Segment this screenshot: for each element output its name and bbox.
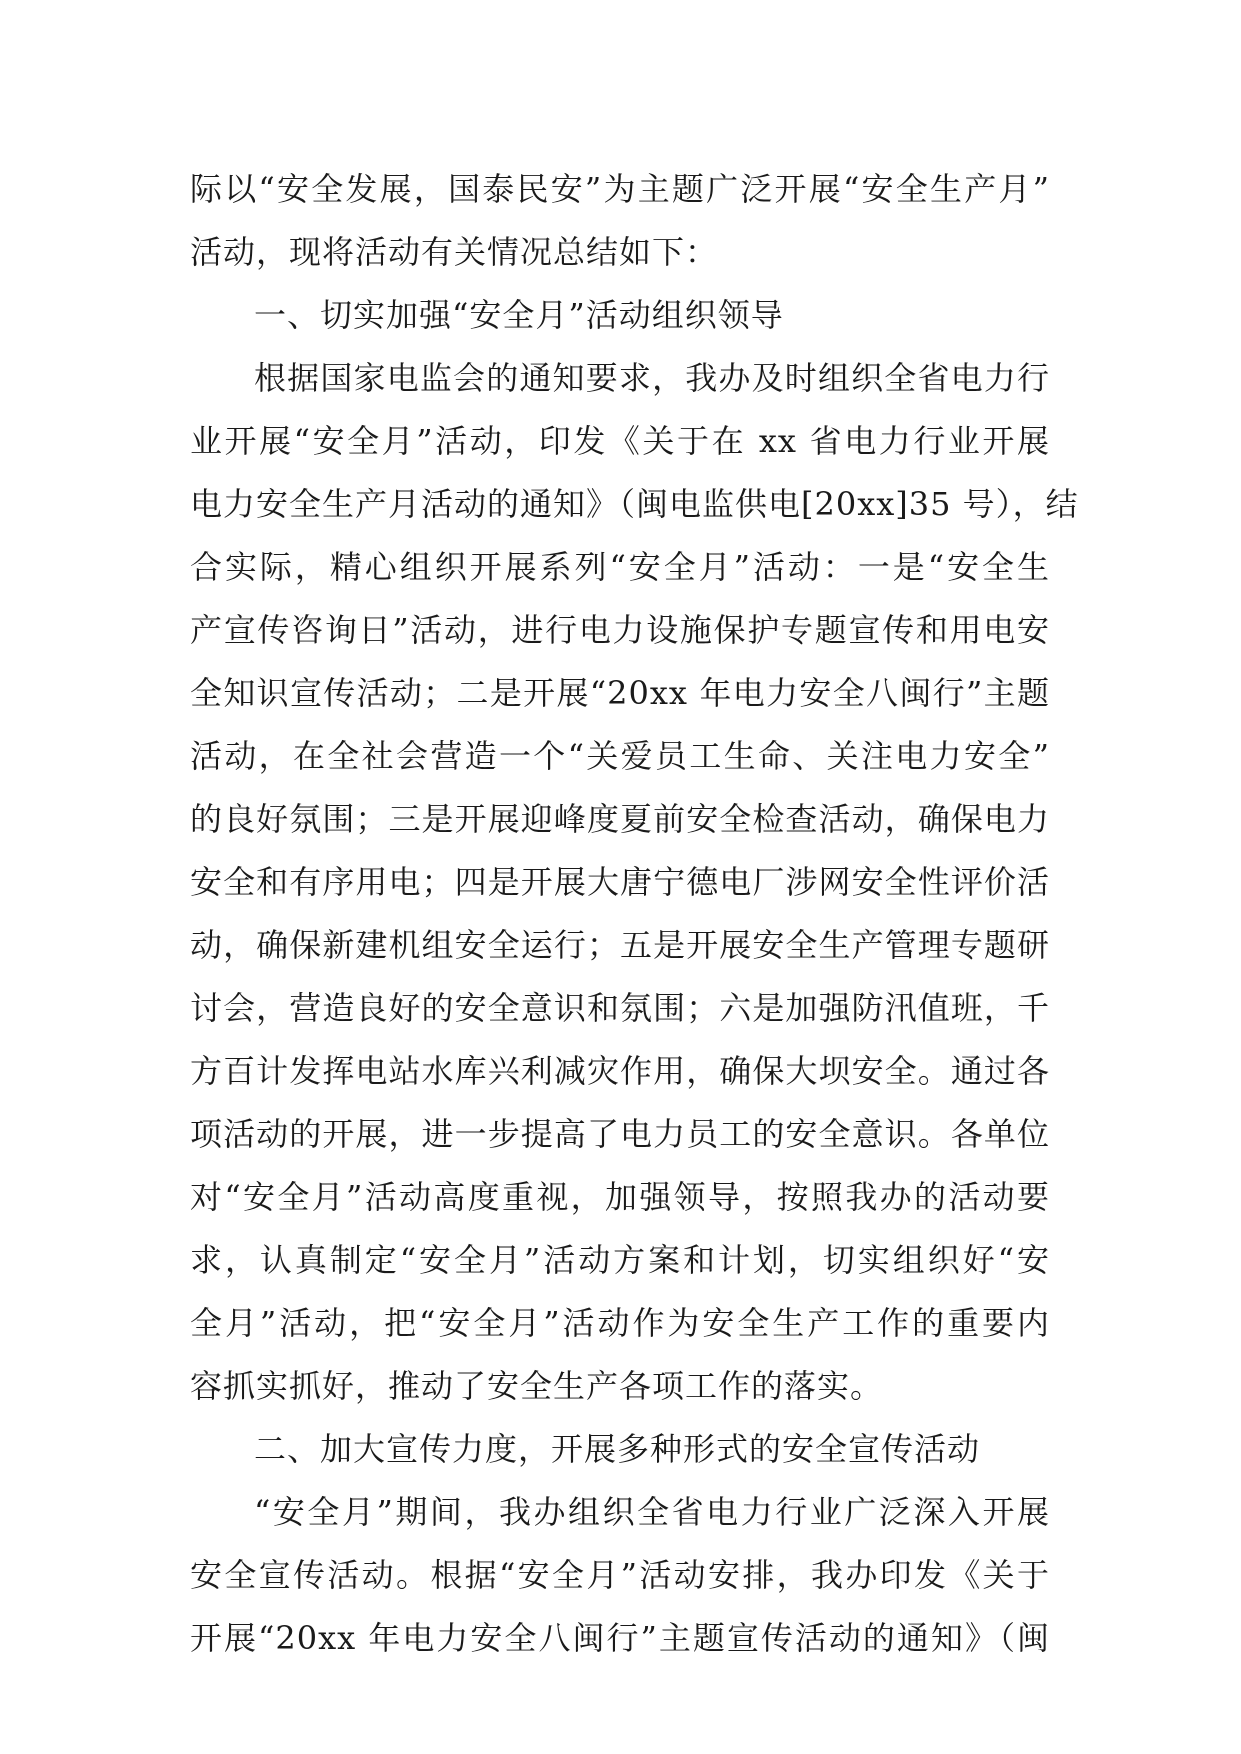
text-line: 安全宣传活动。根据“安全月”活动安排，我办印发《关于 — [190, 1556, 1050, 1594]
text-line: 根据国家电监会的通知要求，我办及时组织全省电力行 — [254, 359, 1050, 397]
section-heading-2: 二、加大宣传力度，开展多种形式的安全宣传活动 — [254, 1430, 981, 1468]
text-line: 安全和有序用电；四是开展大唐宁德电厂涉网安全性评价活 — [190, 863, 1050, 901]
text-line: 的良好氛围；三是开展迎峰度夏前安全检查活动，确保电力 — [190, 800, 1050, 838]
text-line: 对“安全月”活动高度重视，加强领导，按照我办的活动要 — [190, 1178, 1050, 1216]
text-line: 求，认真制定“安全月”活动方案和计划，切实组织好“安 — [190, 1241, 1050, 1279]
text-line: 项活动的开展，进一步提高了电力员工的安全意识。各单位 — [190, 1115, 1050, 1153]
text-line: 活动，现将活动有关情况总结如下： — [190, 233, 719, 271]
text-line: 活动，在全社会营造一个“关爱员工生命、关注电力安全” — [190, 737, 1050, 775]
document-body — [190, 158, 1079, 1670]
text-line: 动，确保新建机组安全运行；五是开展安全生产管理专题研 — [190, 926, 1050, 964]
section-heading-1: 一、切实加强“安全月”活动组织领导 — [254, 296, 784, 334]
text-line: 开展“20xx 年电力安全八闽行”主题宣传活动的通知》（闽 — [190, 1619, 1050, 1657]
text-line: 业开展“安全月”活动，印发《关于在 xx 省电力行业开展 — [190, 422, 1050, 460]
text-line: 容抓实抓好，推动了安全生产各项工作的落实。 — [190, 1367, 884, 1405]
text-line: 际以“安全发展，国泰民安”为主题广泛开展“安全生产月” — [190, 170, 1050, 208]
text-line: 合实际，精心组织开展系列“安全月”活动：一是“安全生 — [190, 548, 1050, 586]
text-line: 全知识宣传活动；二是开展“20xx 年电力安全八闽行”主题 — [190, 674, 1050, 712]
text-line: 电力安全生产月活动的通知》（闽电监供电[20xx]35 号），结 — [190, 485, 1079, 523]
text-line: “安全月”期间，我办组织全省电力行业广泛深入开展 — [254, 1493, 1050, 1531]
text-line: 讨会，营造良好的安全意识和氛围；六是加强防汛值班，千 — [190, 989, 1050, 1027]
text-line: 全月”活动，把“安全月”活动作为安全生产工作的重要内 — [190, 1304, 1050, 1342]
text-line: 产宣传咨询日”活动，进行电力设施保护专题宣传和用电安 — [190, 611, 1050, 649]
text-line: 方百计发挥电站水库兴利减灾作用，确保大坝安全。通过各 — [190, 1052, 1050, 1090]
